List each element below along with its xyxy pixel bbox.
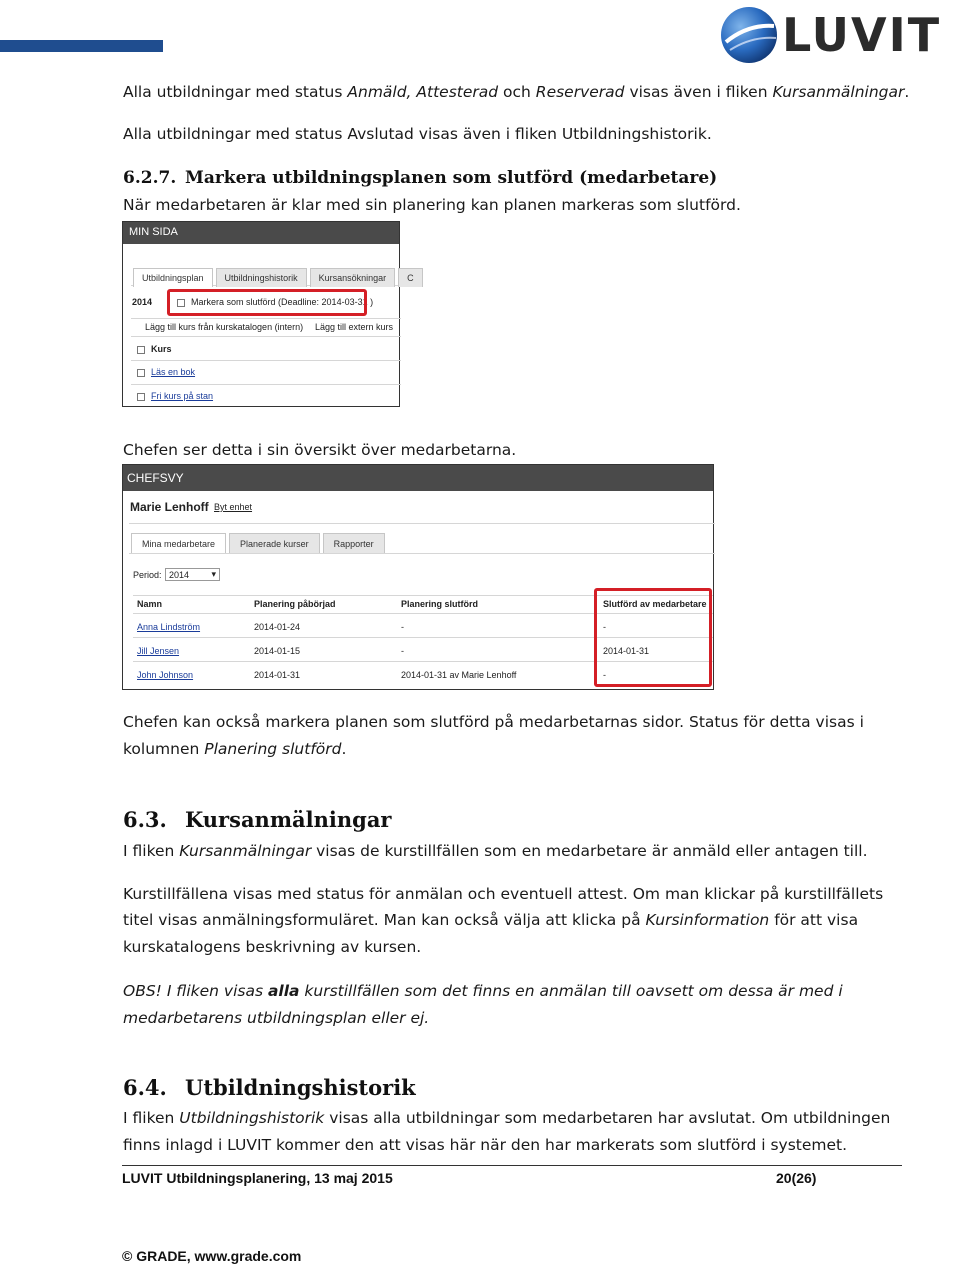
globe-icon (718, 4, 780, 66)
footer-copyright: © GRADE, www.grade.com (122, 1248, 302, 1264)
mark-complete-label: Markera som slutförd (Deadline: 2014-03-31 ) (191, 297, 374, 307)
cell-employee-completed: - (603, 670, 606, 680)
section-63-paragraph-2-line-1: Kurstillfällena visas med status för anmälan och eventuell attest. Om man klickar på kurstillfällets (123, 885, 884, 903)
course-header: Kurs (137, 344, 172, 354)
divider (131, 384, 401, 385)
manager-name: Marie Lenhoff (130, 500, 209, 514)
change-unit-link[interactable]: Byt enhet (214, 502, 253, 512)
min-sida-tabs (133, 268, 423, 287)
section-64-line-2: finns inlagd i LUVIT kommer den att visas här när den har markerats som slutförd i systemet. (123, 1136, 848, 1154)
footer-rule (122, 1165, 902, 1166)
employee-link[interactable]: John Johnson (137, 670, 194, 680)
column-header-completed: Planering slutförd (401, 599, 479, 609)
divider (131, 336, 401, 337)
course-row (137, 367, 195, 377)
divider (129, 523, 715, 524)
period-label: Period: (133, 570, 162, 580)
highlight-box (594, 588, 712, 687)
checkbox-icon[interactable] (137, 369, 145, 377)
screenshot-chefsvy (122, 464, 714, 690)
section-63-paragraph-1: I fliken Kursanmälningar visas de kurstillfällen som en medarbetare är anmäld eller antagen till. (123, 842, 868, 860)
section-heading-64: 6.4. Utbildningshistorik (123, 1075, 416, 1100)
column-header-employee-completed: Slutförd av medarbetare (603, 599, 707, 609)
plan-year: 2014 (132, 297, 153, 307)
add-internal-course-button[interactable]: Lägg till kurs från kurskatalogen (intern) (145, 322, 304, 332)
cell-completed: - (401, 622, 404, 632)
cell-completed: 2014-01-31 av Marie Lenhoff (401, 670, 517, 680)
tab-divider (129, 553, 715, 554)
cell-started: 2014-01-24 (254, 622, 301, 632)
cell-started: 2014-01-15 (254, 646, 301, 656)
section-63-paragraph-2-line-3: kurskatalogens beskrivning av kursen. (123, 938, 422, 956)
tab-rapporter[interactable]: Rapporter (323, 533, 385, 554)
footer-document-title: LUVIT Utbildningsplanering, 13 maj 2015 (122, 1170, 393, 1186)
cell-started: 2014-01-31 (254, 670, 301, 680)
section-63-paragraph-2-line-2: titel visas anmälningsformuläret. Man kan också välja att klicka på Kursinformation för att visa (123, 911, 859, 929)
chefsvy-title: CHEFSVY (123, 465, 713, 491)
tab-utbildningsplan[interactable]: Utbildningsplan (133, 268, 213, 287)
tab-kursansokningar[interactable]: Kursansökningar (310, 268, 396, 287)
manager-view-text: Chefen ser detta i sin översikt över medarbetarna. (123, 441, 517, 459)
intro-paragraph-1: Alla utbildningar med status Anmäld, Attesterad och Reserverad visas även i fliken Kursanmälningar. (123, 83, 910, 101)
employee-link[interactable]: Anna Lindström (137, 622, 201, 632)
manager-mark-line-1: Chefen kan också markera planen som slutförd på medarbetarnas sidor. Status för detta visas i (123, 713, 864, 731)
column-header-started: Planering påbörjad (254, 599, 336, 609)
header-accent-bar (0, 40, 163, 52)
course-link[interactable]: Fri kurs på stan (151, 391, 214, 401)
min-sida-title: MIN SIDA (123, 222, 399, 244)
chevron-down-icon: ▾ (211, 569, 216, 579)
manager-mark-line-2: kolumnen Planering slutförd. (123, 740, 347, 758)
cell-employee-completed: - (603, 622, 606, 632)
checkbox-icon[interactable] (137, 393, 145, 401)
footer-page-number: 20(26) (776, 1170, 817, 1186)
logo-text: LUVIT (782, 8, 942, 62)
luvit-logo (718, 4, 958, 64)
obs-note-line-1: OBS! I fliken visas alla kurstillfällen som det finns en anmälan till oavsett om dessa är med i (123, 982, 843, 1000)
highlight-box (167, 289, 367, 316)
divider (131, 318, 401, 319)
checkbox-icon[interactable] (137, 346, 145, 354)
course-link[interactable]: Läs en bok (151, 367, 196, 377)
cell-completed: - (401, 646, 404, 656)
screenshot-min-sida (122, 221, 414, 407)
tab-utbildningshistorik[interactable]: Utbildningshistorik (216, 268, 307, 287)
tab-more[interactable]: C (398, 268, 423, 287)
course-row (137, 391, 213, 401)
tab-planerade-kurser[interactable]: Planerade kurser (229, 533, 320, 554)
tab-mina-medarbetare[interactable]: Mina medarbetare (131, 533, 226, 554)
section-heading-63: 6.3. Kursanmälningar (123, 807, 392, 832)
section-64-line-1: I fliken Utbildningshistorik visas alla utbildningar som medarbetaren har avslutat. Om utbildningen (123, 1109, 891, 1127)
employee-link[interactable]: Jill Jensen (137, 646, 180, 656)
chefsvy-tabs (131, 533, 385, 554)
section-heading-627: 6.2.7. Markera utbildningsplanen som slutförd (medarbetare) (123, 168, 718, 188)
section-627-text: När medarbetaren är klar med sin planering kan planen markeras som slutförd. (123, 196, 741, 214)
add-external-course-button[interactable]: Lägg till extern kurs (315, 322, 394, 332)
intro-paragraph-2: Alla utbildningar med status Avslutad visas även i fliken Utbildningshistorik. (123, 125, 712, 143)
period-select[interactable]: 2014 ▾ (165, 568, 220, 581)
divider (131, 360, 401, 361)
obs-note-line-2: medarbetarens utbildningsplan eller ej. (123, 1009, 430, 1027)
cell-employee-completed: 2014-01-31 (603, 646, 650, 656)
column-header-name: Namn (137, 599, 163, 609)
